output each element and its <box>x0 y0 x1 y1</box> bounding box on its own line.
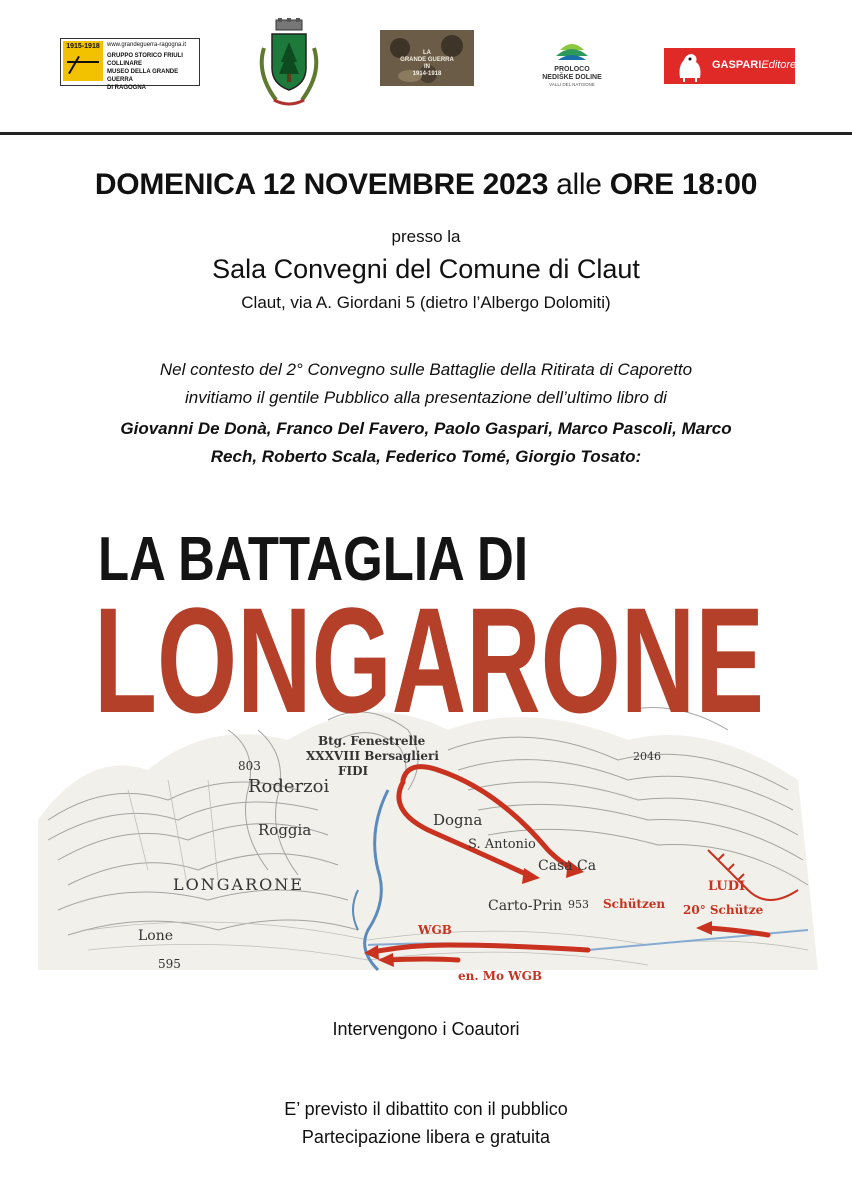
logo-url: www.grandeguerra-ragogna.it <box>107 42 187 48</box>
map-label: LUDI <box>708 879 746 894</box>
map-label: 953 <box>568 898 589 911</box>
map-label: 803 <box>238 759 261 773</box>
logo-text <box>380 50 474 78</box>
map-label: 595 <box>158 957 181 971</box>
map-label: FIDI <box>338 764 369 778</box>
event-alle: alle <box>556 168 602 201</box>
event-datetime <box>0 168 852 202</box>
logo-name: GASPARI <box>712 59 762 71</box>
logo-subtext: VALLI DEL NATISONE <box>549 82 595 87</box>
hills-icon <box>532 36 612 64</box>
logo-line: MUSEO DELLA GRANDE GUERRA <box>107 69 179 83</box>
event-presso: presso la <box>391 227 461 246</box>
map-label: Schützen <box>603 897 666 911</box>
logo-line: GRANDE GUERRA <box>400 57 454 63</box>
barbed-wire-icon <box>63 41 103 81</box>
logo-line: DI RAGOGNA <box>107 85 146 91</box>
logo-suffix: Editore <box>761 59 797 71</box>
authors-list: Giovanni De Donà, Franco Del Favero, Paolo Gaspari, Marco Pascoli, Marco Rech, Roberto Scala, Federico Tomé, Giorgio Tosato: <box>120 419 732 466</box>
map-label: Carto-Prin <box>488 898 563 914</box>
map-label: WGB <box>418 923 452 937</box>
map-label: Btg. Fenestrelle <box>318 734 426 748</box>
debate-note: E’ previsto il dibattito con il pubblico <box>284 1099 568 1119</box>
logo-line: 1914-1918 <box>412 71 442 77</box>
event-date: DOMENICA 12 NOVEMBRE 2023 <box>94 168 549 201</box>
logo-line: LA <box>423 50 431 56</box>
event-venue: Sala Convegni del Comune di Claut <box>212 254 640 284</box>
municipal-crest-icon <box>254 18 324 110</box>
book-title-line-2: LONGARONE <box>94 576 764 744</box>
logo-text <box>532 66 612 82</box>
event-address: Claut, via A. Giordani 5 (dietro l’Albergo Dolomiti) <box>241 293 611 312</box>
event-time: ORE 18:00 <box>609 168 758 201</box>
logo-years: 1915-1918 <box>66 43 100 50</box>
logo-text <box>107 52 197 92</box>
map-label: Roggia <box>258 821 312 839</box>
intro-line-1: Nel contesto del 2° Convegno sulle Battaglie della Ritirata di Caporetto <box>159 360 693 379</box>
map-label: XXXVIII Bersaglieri <box>306 749 439 763</box>
gaspari-editore-logo <box>664 48 795 84</box>
logo-line: GRUPPO STORICO FRIULI COLLINARE <box>107 53 183 67</box>
intro-line-2: invitiamo il gentile Pubblico alla presentazione dell’ultimo libro di <box>185 388 667 407</box>
map-label: Dogna <box>433 811 483 829</box>
grande-guerra-logo <box>380 30 474 86</box>
proloco-logo <box>532 36 612 90</box>
book-title-line-1: LA BATTAGLIA DI <box>98 525 528 594</box>
dog-icon <box>670 48 710 84</box>
map-label: S. Antonio <box>468 837 536 852</box>
map-label: 2046 <box>633 750 661 763</box>
logo-line: NEDIŠKE DOLINE <box>542 74 602 81</box>
logo-text <box>712 59 796 71</box>
entry-note: Partecipazione libera e gratuita <box>301 1127 551 1147</box>
map-label: en. Mo WGB <box>458 969 543 983</box>
logo-line: IN <box>424 64 430 70</box>
map-label: Casa Ca <box>538 858 597 874</box>
speakers-note: Intervengono i Coautori <box>332 1019 520 1039</box>
book-cover <box>28 490 824 990</box>
map-label: Lone <box>138 928 174 944</box>
museo-grande-guerra-logo <box>60 38 200 91</box>
map-label: Roderzoi <box>248 776 330 797</box>
map-label: LONGARONE <box>173 875 304 894</box>
map-label: 20° Schütze <box>683 903 764 917</box>
logo-line: PROLOCO <box>554 66 590 73</box>
logo-strip <box>0 0 852 130</box>
header-divider <box>0 132 852 135</box>
